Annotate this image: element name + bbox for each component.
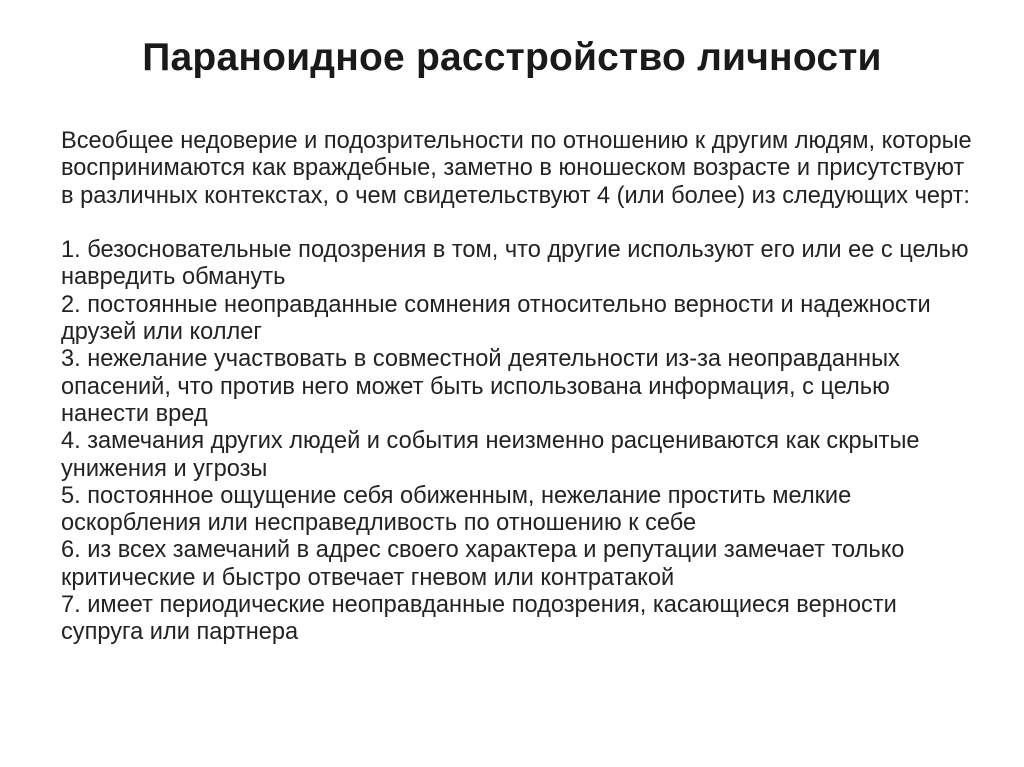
list-item-6: 6. из всех замечаний в адрес своего характера и репутации замечает только критические и быстро отвечает гневом или контратакой	[61, 537, 905, 591]
list-item-1: 1. безосновательные подозрения в том, что другие используют его или ее с целью навредить обмануть	[61, 237, 969, 291]
slide-body	[61, 128, 981, 647]
intro-paragraph: Всеобщее недоверие и подозрительности по отношению к другим людям, которые воспринимаются как враждебные, заметно в юношеском возрасте и присутствуют в различных контекстах, о чем свидетельствуют 4 (или более) из следующих черт:	[61, 128, 972, 209]
slide-title: Параноидное расстройство личности	[142, 36, 882, 79]
list-item-3: 3. нежелание участвовать в совместной деятельности из-за неоправданных опасений, что против него может быть использована информация, с целью нанести вред	[61, 346, 900, 427]
list-item-7: 7. имеет периодические неоправданные подозрения, касающиеся верности супруга или партнера	[61, 592, 897, 646]
list-item-2: 2. постоянные неоправданные сомнения относительно верности и надежности друзей или коллег	[61, 291, 931, 346]
list-item-5: 5. постоянное ощущение себя обиженным, нежелание простить мелкие оскорбления или несправедливость по отношению к себе	[61, 482, 852, 537]
list-item-4: 4. замечания других людей и события неизменно расцениваются как скрытые унижения и угрозы	[61, 428, 920, 482]
